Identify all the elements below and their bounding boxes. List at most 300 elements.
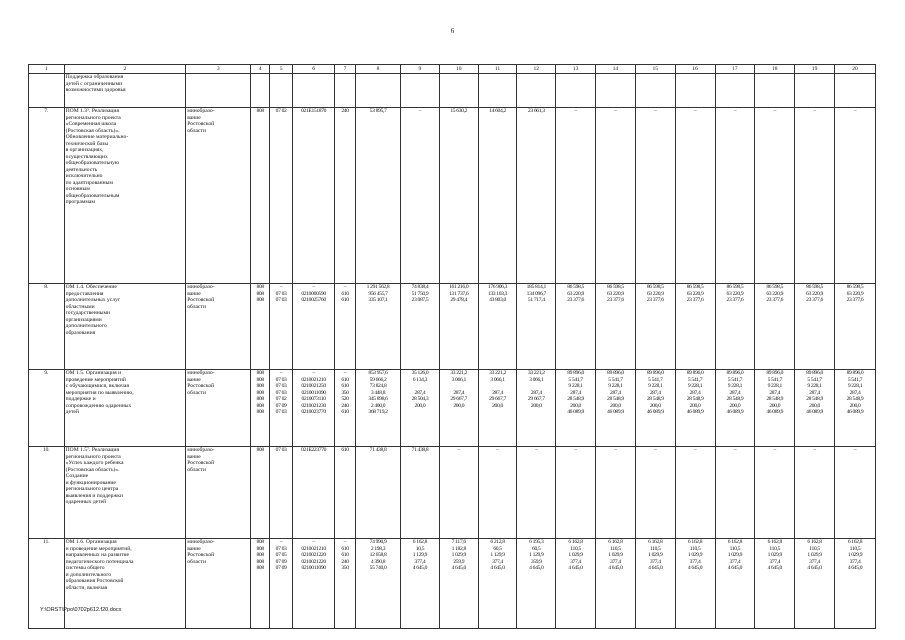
value-cell xyxy=(251,284,270,370)
value-cell xyxy=(356,108,401,284)
value-line: 23 377,6 xyxy=(806,297,823,303)
value-line: 808 xyxy=(256,284,264,290)
value-line: 0210011090 xyxy=(301,565,326,571)
value-line: 23 377,6 xyxy=(846,297,864,303)
value-line: 07 03 xyxy=(275,383,287,389)
column-header: 18 xyxy=(755,65,795,74)
value-line: 4 645,0 xyxy=(807,565,822,571)
value-line: 0210021210 xyxy=(301,545,326,552)
value-cell xyxy=(715,284,755,370)
value-line: 63 220,9 xyxy=(766,290,784,297)
value-line: 610 xyxy=(341,290,349,297)
value-line: 7 117,6 xyxy=(451,539,466,545)
column-header: 13 xyxy=(556,65,596,74)
text-line: ПОМ 1.5⁷. Реализация xyxy=(65,447,119,453)
budget-table xyxy=(28,64,876,629)
value-line: 86 598,5 xyxy=(567,284,584,290)
value-cell xyxy=(293,108,335,284)
table-row xyxy=(29,74,876,108)
value-cell xyxy=(439,447,478,539)
value-line: 35 126,0 xyxy=(411,370,429,376)
table-row xyxy=(29,447,876,539)
value-cell xyxy=(834,447,875,539)
column-header: 4 xyxy=(251,65,270,74)
text-line: области xyxy=(187,303,206,310)
value-cell xyxy=(439,74,478,108)
value-line: 377,4 xyxy=(809,558,820,565)
value-line: 520 xyxy=(341,396,349,402)
value-cell xyxy=(335,370,356,447)
text-line: регионального проекта xyxy=(65,453,121,460)
value-line: – xyxy=(614,108,617,114)
value-cell xyxy=(356,284,401,370)
value-cell xyxy=(270,370,293,447)
value-line: 6 162,8 xyxy=(608,539,623,545)
row-number: 9. xyxy=(29,370,65,447)
value-line: 335 107,1 xyxy=(368,297,388,303)
executor xyxy=(186,539,251,629)
value-line: 287,4 xyxy=(492,389,503,396)
value-line xyxy=(518,409,554,416)
value-line: 200,0 xyxy=(649,402,661,409)
value-line: 33 221,2 xyxy=(450,370,468,376)
value-cell xyxy=(834,108,875,284)
value-cell xyxy=(401,108,440,284)
value-line: 46 089,9 xyxy=(806,409,823,415)
value-line: 377,4 xyxy=(649,558,661,565)
value-cell xyxy=(556,108,596,284)
text-line: регионального проекта xyxy=(65,114,121,121)
value-line: 4 645,0 xyxy=(451,565,466,571)
value-line: 29 667,7 xyxy=(450,396,468,402)
value-line: 07 09 xyxy=(275,565,287,571)
value-line: 55 740,0 xyxy=(369,565,387,571)
value-cell xyxy=(635,108,675,284)
value-line: 46 089,9 xyxy=(846,409,864,415)
value-line: 86 598,5 xyxy=(726,284,744,290)
value-line: 89 896,0 xyxy=(766,370,784,376)
value-line: 63 220,9 xyxy=(726,290,744,297)
value-line: 610 xyxy=(341,383,349,389)
executor xyxy=(186,370,251,447)
text-line: области xyxy=(187,558,206,565)
value-line: 5 541,7 xyxy=(568,376,583,383)
value-line: 200,0 xyxy=(530,402,542,409)
value-line: 89 896,0 xyxy=(567,370,584,376)
text-line: организациями xyxy=(65,316,102,323)
value-line: 23 377,6 xyxy=(567,297,584,303)
text-line: Обновление материально- xyxy=(65,134,129,140)
value-line: 63 220,9 xyxy=(846,290,864,297)
value-line: 0210023770 xyxy=(301,409,326,415)
value-line: 6 134,3 xyxy=(412,376,428,383)
value-line: – xyxy=(693,108,697,114)
column-header: 7 xyxy=(335,65,356,74)
value-line: – xyxy=(614,447,617,453)
text-line: Ростовской xyxy=(187,460,215,466)
value-line: 28 548,9 xyxy=(806,396,823,402)
value-line: 1 029,9 xyxy=(767,552,782,558)
value-line: 10,5 xyxy=(415,545,425,552)
value-line: 15 630,2 xyxy=(450,108,468,114)
value-line: 23 377,6 xyxy=(766,297,784,303)
value-cell xyxy=(478,370,517,447)
value-line: – xyxy=(853,447,857,453)
text-line: области, включая xyxy=(65,584,108,591)
value-line: – xyxy=(733,447,737,453)
column-header: 9 xyxy=(401,65,440,74)
executor xyxy=(186,74,251,108)
value-line: 240 xyxy=(341,558,349,565)
value-line: 853 957,6 xyxy=(368,370,388,376)
value-line: 28 548,9 xyxy=(686,396,704,402)
value-line: – xyxy=(343,284,347,290)
value-line: 110,5 xyxy=(809,545,820,552)
column-header: 8 xyxy=(356,65,401,74)
value-line: – xyxy=(773,108,776,114)
value-cell xyxy=(795,539,835,629)
measure-name xyxy=(64,447,186,539)
value-cell xyxy=(795,108,835,284)
value-line: 60,5 xyxy=(532,545,541,552)
value-line: 07 03 xyxy=(275,376,287,383)
value-line: 5 541,7 xyxy=(847,376,863,383)
value-cell xyxy=(675,447,715,539)
measure-name xyxy=(64,539,186,629)
value-line: 0210021250 xyxy=(301,383,326,389)
value-cell xyxy=(556,447,596,539)
value-line: 1 182,8 xyxy=(451,545,466,552)
value-line: 07 09 xyxy=(275,558,287,565)
value-cell xyxy=(795,74,835,108)
value-line: 259,9 xyxy=(453,558,465,565)
value-line: – xyxy=(457,447,460,453)
text-line: Создание xyxy=(65,473,89,479)
value-line: 131 737,6 xyxy=(449,290,469,297)
value-line: 6 162,8 xyxy=(807,539,822,545)
value-cell xyxy=(478,108,517,284)
text-line: мероприятия по выявлению, xyxy=(65,389,134,396)
value-line: 3 448,8 xyxy=(370,389,386,396)
value-line: 9 228,1 xyxy=(847,383,863,389)
value-line: 89 896,0 xyxy=(846,370,864,376)
value-cell xyxy=(401,74,440,108)
value-line: 610 xyxy=(341,552,349,558)
column-header: 3 xyxy=(186,65,251,74)
value-line: 46 089,9 xyxy=(686,409,704,415)
text-line: вание xyxy=(187,376,201,383)
value-line: 28 548,9 xyxy=(846,396,864,402)
text-line: вание xyxy=(187,114,201,121)
value-line: 86 598,5 xyxy=(646,284,664,290)
value-cell xyxy=(755,284,795,370)
value-line: 1 029,9 xyxy=(648,552,663,558)
text-line: регионального центра xyxy=(65,486,119,492)
text-line: в организациях, xyxy=(65,147,104,153)
value-line: 6 162,8 xyxy=(412,539,428,545)
text-line: педагогического потенциала xyxy=(65,558,134,565)
text-line: дополнительного xyxy=(65,323,107,329)
value-line: 200,0 xyxy=(610,402,621,409)
value-cell xyxy=(795,447,835,539)
value-line: 200,0 xyxy=(729,402,741,409)
value-line: 4 645,0 xyxy=(767,565,782,571)
text-line: проведение мероприятий xyxy=(65,376,126,383)
text-line: (Ростовская область)». xyxy=(65,127,120,134)
column-header: 11 xyxy=(478,65,517,74)
value-line: 89 896,0 xyxy=(726,370,744,376)
value-line: 6 162,8 xyxy=(568,539,583,545)
value-cell xyxy=(335,539,356,629)
value-cell xyxy=(596,74,636,108)
value-line: 377,4 xyxy=(729,558,741,565)
value-line: 808 xyxy=(256,297,264,303)
column-header: 20 xyxy=(834,65,875,74)
value-cell xyxy=(293,74,335,108)
value-line: 110,5 xyxy=(849,545,861,552)
value-line: 0210021220 xyxy=(301,552,326,558)
value-cell xyxy=(439,284,478,370)
value-line: 63 220,9 xyxy=(686,290,704,297)
text-line: детей xyxy=(65,409,79,415)
value-line: 4 645,0 xyxy=(608,565,623,571)
text-line: ОМ 1.6. Организация xyxy=(65,539,117,545)
text-line: ОМ 1.5. Организация и xyxy=(65,370,122,376)
row-number: 11. xyxy=(29,539,65,629)
text-line: осуществляющих xyxy=(65,153,108,160)
value-line: 287,4 xyxy=(414,389,426,396)
value-cell xyxy=(270,447,293,539)
text-line: образования xyxy=(65,329,96,336)
column-header: 10 xyxy=(439,65,478,74)
value-cell xyxy=(715,447,755,539)
value-line xyxy=(402,409,438,416)
value-line: 110,5 xyxy=(649,545,661,552)
value-line: – xyxy=(535,447,538,453)
value-line: 956 455,7 xyxy=(368,290,388,297)
value-cell xyxy=(251,108,270,284)
value-line: 6 162,8 xyxy=(687,539,703,545)
value-line: 4 645,0 xyxy=(490,565,505,571)
value-cell xyxy=(556,370,596,447)
value-cell xyxy=(293,284,335,370)
value-line: 4 645,0 xyxy=(847,565,863,571)
value-line: 29 667,7 xyxy=(527,396,545,402)
value-line: 200,0 xyxy=(414,402,426,409)
value-line: 60,5 xyxy=(493,545,502,552)
value-line: 71 438,8 xyxy=(369,447,387,453)
text-line: исключительно xyxy=(65,173,103,179)
value-line xyxy=(441,409,477,416)
value-line: 110,5 xyxy=(570,545,581,552)
value-line: 808 xyxy=(256,402,264,409)
value-line: 0210021220 xyxy=(301,558,326,565)
text-line: Ростовской xyxy=(187,383,215,389)
value-line: 5 541,7 xyxy=(807,376,822,383)
value-cell xyxy=(293,539,335,629)
value-cell xyxy=(293,370,335,447)
value-line: 86 598,5 xyxy=(806,284,823,290)
value-cell xyxy=(596,284,636,370)
text-line: вание xyxy=(187,453,201,460)
value-line: 9 228,1 xyxy=(648,383,663,389)
text-line: направленных на развитие xyxy=(65,552,130,558)
value-cell xyxy=(251,447,270,539)
value-line: 200,0 xyxy=(769,402,781,409)
value-line: 808 xyxy=(256,565,264,571)
text-line: государственными xyxy=(65,310,111,316)
value-line: 86 598,5 xyxy=(766,284,784,290)
text-line: области xyxy=(187,127,206,134)
value-line: 5 541,7 xyxy=(767,376,782,383)
value-line: 9 228,1 xyxy=(807,383,822,389)
value-line: – xyxy=(312,370,315,376)
value-line: 4 645,0 xyxy=(412,565,428,571)
value-line: 63 220,9 xyxy=(806,290,823,297)
value-line: 4 645,0 xyxy=(687,565,703,571)
value-line: – xyxy=(343,370,347,376)
value-line: 28 548,9 xyxy=(567,396,584,402)
text-line: общеобразовательным xyxy=(65,192,120,199)
value-line: – xyxy=(312,284,315,290)
value-line: 29 478,4 xyxy=(450,297,468,303)
value-line: 1 029,9 xyxy=(568,552,583,558)
value-line: 74 838,4 xyxy=(411,284,429,290)
value-line: 1 029,9 xyxy=(807,552,822,558)
text-line: с обучающимися, включая xyxy=(65,383,129,389)
value-line: 4 645,0 xyxy=(529,565,544,571)
value-cell xyxy=(755,447,795,539)
value-line: 63 220,9 xyxy=(567,290,584,297)
value-line: – xyxy=(773,447,776,453)
value-line: 6 162,8 xyxy=(847,539,863,545)
text-line: дополнительных услуг xyxy=(65,297,121,303)
value-line: 46 089,9 xyxy=(646,409,664,415)
value-cell xyxy=(556,539,596,629)
text-line: Ростовской xyxy=(187,121,215,127)
value-cell xyxy=(401,284,440,370)
executor xyxy=(186,108,251,284)
row-number xyxy=(29,74,65,108)
value-cell xyxy=(251,74,270,108)
column-header: 2 xyxy=(64,65,186,74)
value-cell xyxy=(635,370,675,447)
value-line: 46 089,9 xyxy=(607,409,624,415)
value-line: 377,4 xyxy=(689,558,701,565)
column-header: 14 xyxy=(596,65,636,74)
value-line: 377,4 xyxy=(610,558,621,565)
text-line: поддержке и xyxy=(65,396,96,402)
value-line: 5 541,7 xyxy=(687,376,703,383)
value-line: 185 814,1 xyxy=(526,284,546,290)
value-line: 287,4 xyxy=(610,389,621,396)
value-line: 1 291 562,8 xyxy=(366,284,390,290)
value-line: 1 029,9 xyxy=(727,552,743,558)
value-line: 808 xyxy=(256,370,264,376)
value-line: 86 598,5 xyxy=(686,284,704,290)
value-line: 3 066,1 xyxy=(529,376,544,383)
value-line: 808 xyxy=(256,376,264,383)
column-header: 15 xyxy=(635,65,675,74)
value-line: 377,4 xyxy=(492,558,503,565)
value-line: 4 645,0 xyxy=(727,565,743,571)
value-cell xyxy=(270,284,293,370)
value-line: 808 xyxy=(256,108,264,114)
value-line: 808 xyxy=(256,447,264,453)
value-cell xyxy=(439,539,478,629)
value-line: 23 087,5 xyxy=(411,297,429,303)
text-line: минобразо- xyxy=(187,370,215,376)
table-row xyxy=(29,284,876,370)
value-line: – xyxy=(343,539,347,545)
value-cell xyxy=(596,539,636,629)
value-line: 3 066,1 xyxy=(451,376,466,383)
value-line: 6 162,8 xyxy=(767,539,782,545)
measure-name xyxy=(64,284,186,370)
value-line: – xyxy=(574,447,577,453)
value-line: 1 029,9 xyxy=(608,552,623,558)
value-cell xyxy=(834,539,875,629)
value-cell xyxy=(439,108,478,284)
value-line: 28 548,9 xyxy=(646,396,664,402)
value-line: 287,4 xyxy=(729,389,741,396)
value-cell xyxy=(675,539,715,629)
value-line: 287,4 xyxy=(769,389,781,396)
value-line: 808 xyxy=(256,389,264,396)
value-line: 9 228,1 xyxy=(687,383,703,389)
value-line: 610 xyxy=(341,545,349,552)
value-line: 110,5 xyxy=(689,545,701,552)
value-cell xyxy=(635,74,675,108)
value-cell xyxy=(270,539,293,629)
value-line: 43 803,0 xyxy=(489,297,506,303)
executor xyxy=(186,447,251,539)
value-line: 287,4 xyxy=(453,389,465,396)
value-line: 2 400,0 xyxy=(370,402,386,409)
value-line: 33 221,2 xyxy=(527,370,545,376)
value-line: 2 198,3 xyxy=(370,545,386,552)
text-line: области xyxy=(187,466,206,473)
value-line: 9 228,1 xyxy=(727,383,743,389)
value-line: 808 xyxy=(256,552,264,558)
value-line: 0210025760 xyxy=(301,297,326,303)
value-cell xyxy=(335,284,356,370)
value-cell xyxy=(356,447,401,539)
value-line: 110,5 xyxy=(610,545,621,552)
value-line: 63 220,9 xyxy=(646,290,664,297)
value-cell xyxy=(834,74,875,108)
value-line: 51 717,4 xyxy=(527,297,545,303)
value-cell xyxy=(715,108,755,284)
value-cell xyxy=(755,539,795,629)
value-cell xyxy=(356,539,401,629)
value-cell xyxy=(635,284,675,370)
value-line: 6 162,8 xyxy=(727,539,743,545)
text-line: «Успех каждого ребенка xyxy=(65,460,124,466)
value-line: 200,0 xyxy=(689,402,701,409)
text-line: и функционирование xyxy=(65,479,116,486)
value-cell xyxy=(270,74,293,108)
value-line: 200,0 xyxy=(492,402,503,409)
value-cell xyxy=(715,74,755,108)
value-cell xyxy=(675,370,715,447)
value-line: 89 896,0 xyxy=(806,370,823,376)
value-cell xyxy=(755,74,795,108)
value-line: 46 089,9 xyxy=(567,409,584,415)
measure-name xyxy=(64,108,186,284)
value-line: 07 03 xyxy=(275,290,287,297)
value-cell xyxy=(401,447,440,539)
